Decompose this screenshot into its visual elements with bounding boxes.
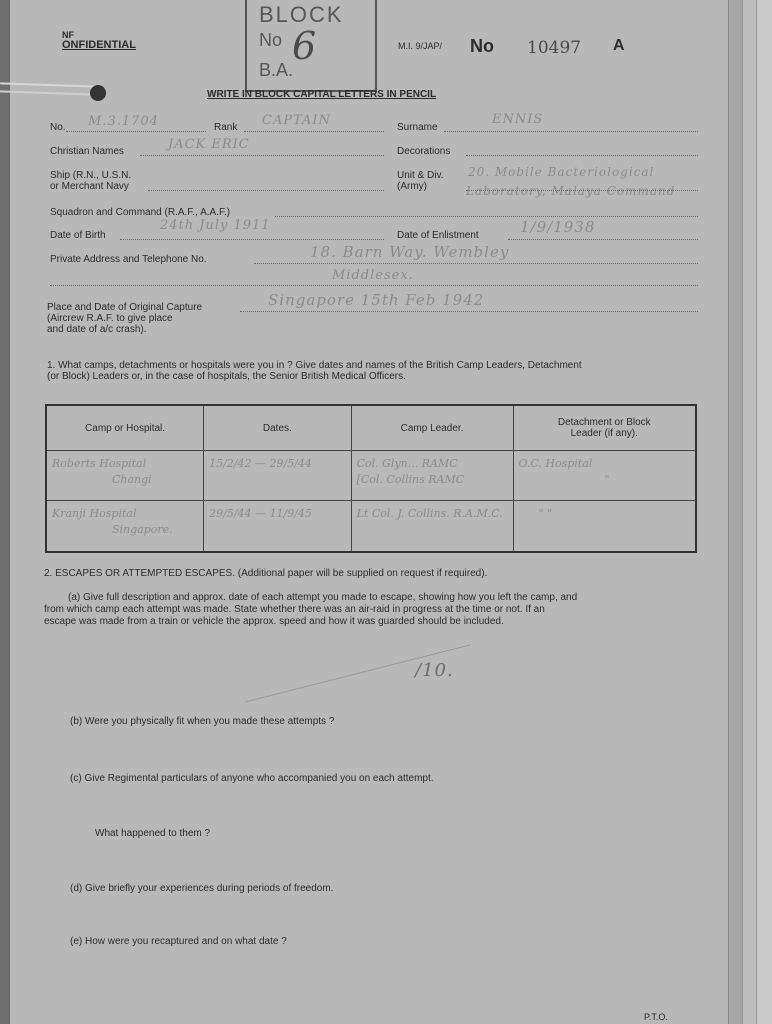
christian-line (140, 155, 384, 156)
unit-value-1: 20. Mobile Bacteriological (468, 165, 655, 179)
pencil-stroke (240, 640, 540, 710)
form-number: 10497 (527, 38, 582, 58)
capture-value: Singapore 15th Feb 1942 (268, 291, 485, 309)
camps-table-header-row (46, 405, 696, 451)
question-2c: (c) Give Regimental particulars of anyone who accompanied you on each attempt. (70, 773, 434, 784)
block-stamp (245, 0, 377, 92)
question-2d: (d) Give briefly your experiences during periods of freedom. (70, 883, 334, 894)
capture-label-2: (Aircrew R.A.F. to give place (47, 313, 173, 324)
stacked-pages-edge (728, 0, 743, 1024)
capture-label-3: and date of a/c crash). (47, 324, 147, 335)
camps-table (45, 404, 697, 553)
unit-label-2: (Army) (397, 181, 427, 192)
ref-prefix: M.I. 9/JAP/ (398, 41, 443, 51)
unit-value-2: Laboratory, Malaya Command (466, 184, 676, 198)
camp-cell (46, 451, 204, 501)
surname-label: Surname (397, 122, 438, 133)
no-field-label: No. (50, 122, 66, 133)
surname-line (444, 131, 698, 132)
classification-label: ONFIDENTIAL (62, 39, 136, 51)
address-line-1 (254, 263, 698, 264)
rank-line (244, 131, 384, 132)
dates-cell (204, 451, 351, 501)
ship-label-1: Ship (R.N., U.S.N. (50, 170, 132, 181)
header-dates: Dates. (204, 405, 351, 451)
squadron-line (275, 216, 698, 217)
stamp-block: BLOCK (259, 2, 344, 27)
handwritten-mark: /10. (415, 660, 454, 681)
ship-line (148, 190, 384, 191)
camp-place: Singapore. (112, 523, 173, 537)
table-row (46, 451, 696, 501)
enlist-label: Date of Enlistment (397, 230, 479, 241)
leader-cell (351, 501, 513, 552)
table-row (46, 501, 696, 552)
capture-line (240, 311, 698, 312)
capture-label-1: Place and Date of Original Capture (47, 302, 203, 313)
address-line-2 (50, 285, 698, 286)
classification-top: NF (62, 30, 74, 40)
header-camp: Camp or Hospital. (46, 405, 204, 451)
rank-value: CAPTAIN (262, 113, 331, 128)
question-2b: (b) Were you physically fit when you made these attempts ? (70, 716, 335, 727)
question-2c-sub: What happened to them ? (95, 828, 211, 839)
detachment-cell (513, 451, 696, 501)
question-1-line-1: 1. What camps, detachments or hospitals were you in ? Give dates and names of the British Camp Leaders, Detachment (47, 360, 582, 371)
enlist-line (508, 239, 698, 240)
decorations-label: Decorations (397, 146, 451, 157)
leader-value-2: [Col. Collins RAMC (356, 473, 465, 486)
unit-line (466, 190, 698, 191)
detachment-cell (513, 501, 696, 552)
camp-place: Changi (112, 473, 152, 486)
pto-label: P.T.O. (644, 1012, 668, 1022)
question-2-title: 2. ESCAPES OR ATTEMPTED ESCAPES. (Additional paper will be supplied on request if required). (44, 568, 488, 579)
dob-value: 24th July 1911 (160, 218, 271, 233)
camp-name: Roberts Hospital (52, 457, 147, 470)
camp-cell (46, 501, 204, 552)
address-label: Private Address and Telephone No. (50, 254, 207, 265)
stamp-ba: B.A. (259, 60, 294, 80)
dates-value: 29/5/44 — 11/9/45 (209, 507, 312, 521)
question-2a-line-2: from which camp each attempt was made. State whether there was an air-raid in progress at the time or not. If an (44, 604, 545, 615)
dates-value: 15/2/42 — 29/5/44 (209, 457, 312, 470)
dates-cell (204, 501, 351, 552)
stacked-pages-edge (742, 0, 757, 1024)
enlist-value: 1/9/1938 (520, 218, 596, 236)
stamp-no: No (259, 30, 283, 50)
surname-value: ENNIS (492, 112, 544, 127)
leader-value: Col. Glyn... RAMC (356, 457, 458, 470)
address-value-1: 18. Barn Way. Wembley (310, 243, 510, 261)
detachment-value: O.C. Hospital (518, 457, 593, 470)
stamp-number: 6 (292, 24, 317, 68)
stacked-pages-edge (756, 0, 772, 1024)
no-field-line (66, 131, 206, 132)
dob-line (120, 239, 384, 240)
question-2a-line-1: (a) Give full description and approx. date of each attempt you made to escape, showing how you left the camp, and (68, 592, 578, 603)
leader-value: Lt Col. J. Collins. R.A.M.C. (356, 507, 503, 521)
header-leader: Camp Leader. (351, 405, 513, 451)
question-1-line-2: (or Block) Leaders or, in the case of hospitals, the Senior British Medical Officers. (47, 371, 406, 382)
detachment-ditto: " (604, 473, 610, 486)
address-value-2: Middlesex. (332, 268, 414, 283)
form-letter: A (613, 37, 625, 54)
squadron-label: Squadron and Command (R.A.F., A.A.F.) (50, 207, 231, 218)
instruction: WRITE IN BLOCK CAPITAL LETTERS IN PENCIL (207, 89, 437, 100)
question-2a-line-3: escape was made from a train or vehicle the approx. speed and how it was guarded should be included. (44, 616, 504, 627)
dob-label: Date of Birth (50, 230, 106, 241)
ship-label-2: or Merchant Navy (50, 181, 129, 192)
leader-cell (351, 451, 513, 501)
camp-name: Kranji Hospital (52, 507, 137, 521)
no-field-value: M.3.1704 (88, 114, 159, 129)
question-2e: (e) How were you recaptured and on what date ? (70, 936, 287, 947)
christian-label: Christian Names (50, 146, 124, 157)
unit-label-1: Unit & Div. (397, 170, 444, 181)
no-label: No (470, 36, 494, 56)
detachment-value: " " (538, 507, 553, 521)
decorations-line (466, 155, 698, 156)
christian-value: JACK ERIC (168, 137, 250, 152)
rank-label: Rank (214, 122, 238, 133)
punch-hole (90, 85, 106, 101)
header-detachment: Detachment or Block Leader (if any). (513, 405, 696, 451)
